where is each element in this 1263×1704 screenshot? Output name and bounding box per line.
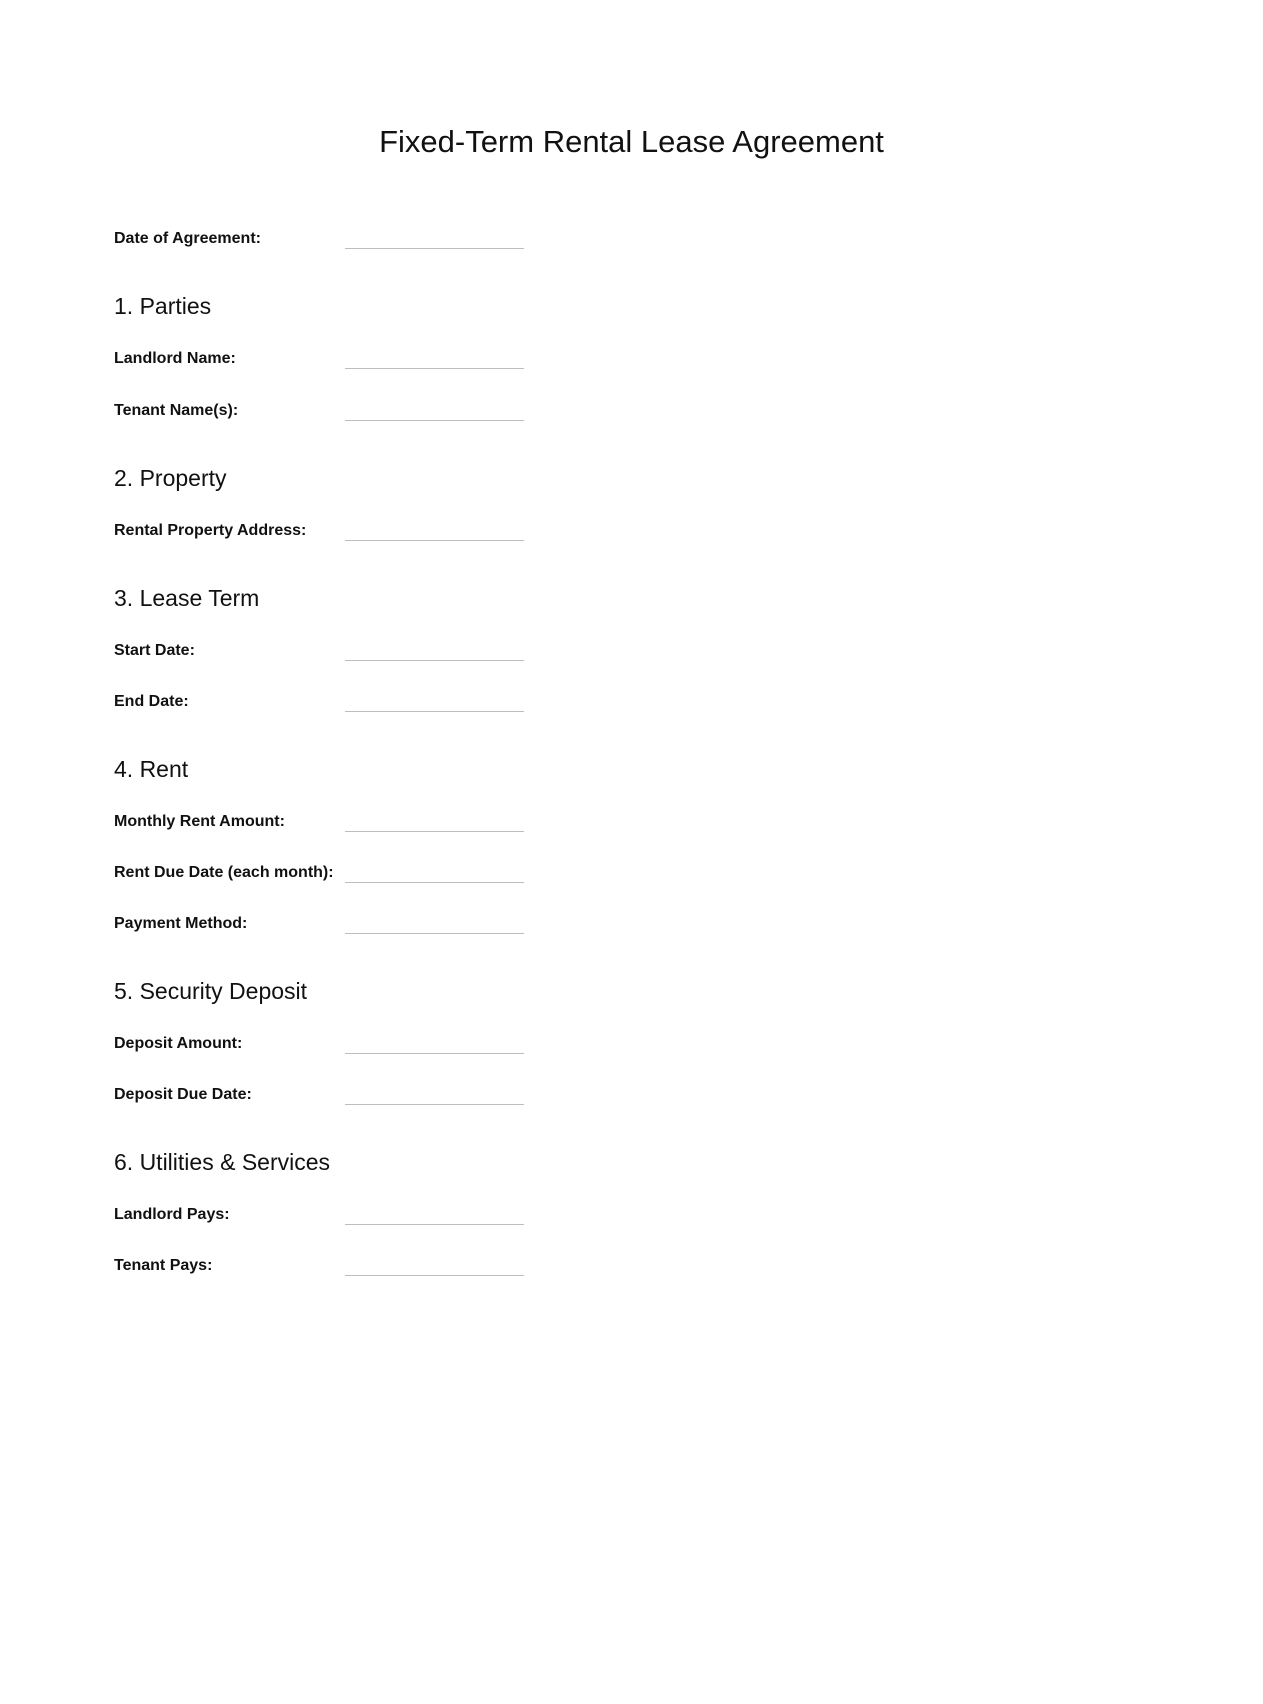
section-heading-utilities-services: 6. Utilities & Services (114, 1149, 331, 1175)
payment-method-label: Payment Method: (114, 915, 248, 932)
deposit-amount-row (114, 1029, 524, 1059)
landlord-pays-label: Landlord Pays: (114, 1206, 230, 1223)
start-date-field[interactable] (345, 660, 524, 661)
section-heading-security-deposit: 5. Security Deposit (114, 978, 308, 1004)
deposit-due-date-label: Deposit Due Date: (114, 1086, 252, 1103)
end-date-row (114, 687, 524, 717)
start-date-row (114, 636, 524, 666)
deposit-due-date-field[interactable] (345, 1104, 524, 1105)
landlord-name-row (114, 344, 524, 374)
date-of-agreement-label: Date of Agreement: (114, 230, 261, 247)
rent-due-date-row (114, 858, 524, 888)
date-of-agreement-row (114, 224, 524, 254)
deposit-amount-field[interactable] (345, 1053, 524, 1054)
monthly-rent-amount-label: Monthly Rent Amount: (114, 813, 285, 830)
section-heading-property: 2. Property (114, 465, 227, 491)
end-date-label: End Date: (114, 693, 189, 710)
section-heading-lease-term: 3. Lease Term (114, 585, 260, 611)
landlord-name-label: Landlord Name: (114, 350, 236, 367)
end-date-field[interactable] (345, 711, 524, 712)
landlord-pays-row (114, 1200, 524, 1230)
deposit-due-date-row (114, 1080, 524, 1110)
tenant-names-field[interactable] (345, 420, 524, 421)
tenant-names-label: Tenant Name(s): (114, 402, 239, 419)
rental-property-address-field[interactable] (345, 540, 524, 541)
landlord-pays-field[interactable] (345, 1224, 524, 1225)
section-heading-parties: 1. Parties (114, 293, 212, 319)
start-date-label: Start Date: (114, 642, 195, 659)
rent-due-date-label: Rent Due Date (each month): (114, 864, 334, 881)
date-of-agreement-field[interactable] (345, 248, 524, 249)
monthly-rent-amount-row (114, 807, 524, 837)
page-title: Fixed-Term Rental Lease Agreement (379, 124, 884, 159)
tenant-names-row (114, 396, 524, 426)
monthly-rent-amount-field[interactable] (345, 831, 524, 832)
landlord-name-field[interactable] (345, 368, 524, 369)
deposit-amount-label: Deposit Amount: (114, 1035, 243, 1052)
tenant-pays-row (114, 1251, 524, 1281)
rental-property-address-label: Rental Property Address: (114, 522, 307, 539)
tenant-pays-field[interactable] (345, 1275, 524, 1276)
section-heading-rent: 4. Rent (114, 756, 189, 782)
tenant-pays-label: Tenant Pays: (114, 1257, 213, 1274)
payment-method-field[interactable] (345, 933, 524, 934)
rent-due-date-field[interactable] (345, 882, 524, 883)
rental-property-address-row (114, 516, 524, 546)
payment-method-row (114, 909, 524, 939)
